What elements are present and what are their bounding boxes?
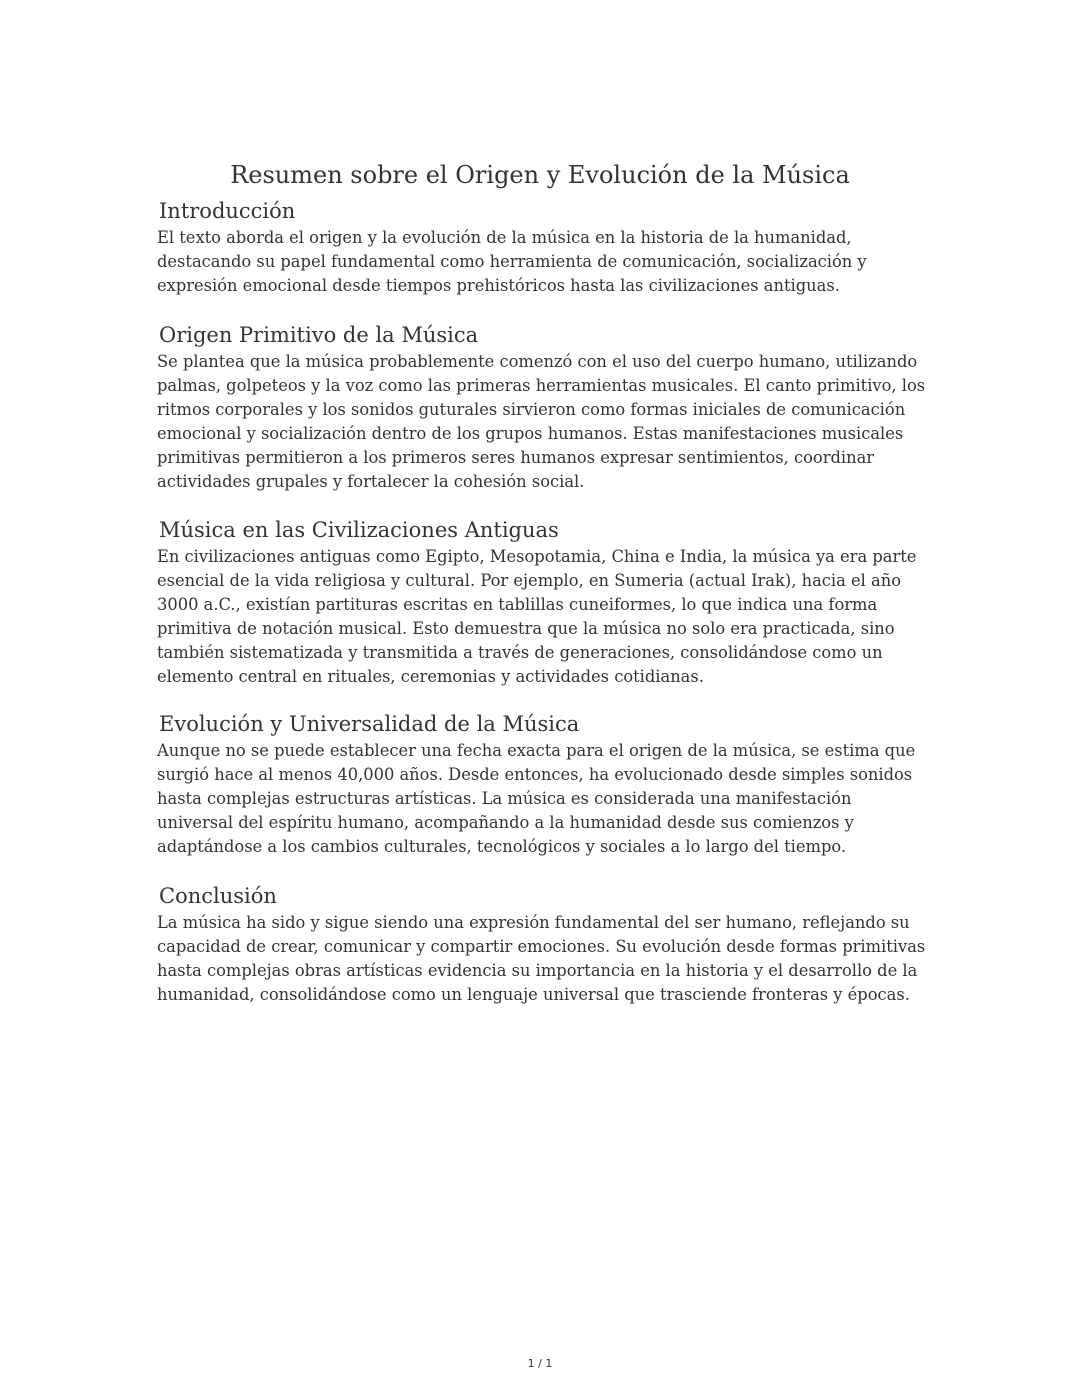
section-evolucion-universalidad xyxy=(157,709,932,859)
section-body: El texto aborda el origen y la evolución de la música en la historia de la humanidad, destacando su papel fundamental como herramienta de comunicación, socialización y expresión emocional desde tiempos prehistóricos hasta las civilizaciones antiguas. xyxy=(157,228,867,295)
section-conclusion xyxy=(157,881,932,1007)
page-number: 1 / 1 xyxy=(527,1357,553,1370)
section-heading: Evolución y Universalidad de la Música xyxy=(159,712,580,736)
section-heading: Origen Primitivo de la Música xyxy=(159,323,479,347)
section-body: Se plantea que la música probablemente comenzó con el uso del cuerpo humano, utilizando palmas, golpeteos y la voz como las primeras herramientas musicales. El canto primitivo, los ritmos corporales y los sonidos guturales sirvieron como formas iniciales de comunicación emocional y socialización dentro de los grupos humanos. Estas manifestaciones musicales primitivas permitieron a los primeros seres humanos expresar sentimientos, coordinar actividades grupales y fortalecer la cohesión social. xyxy=(157,352,926,491)
page-title: Resumen sobre el Origen y Evolución de la Música xyxy=(230,161,850,189)
section-body: En civilizaciones antiguas como Egipto, Mesopotamia, China e India, la música ya era parte esencial de la vida religiosa y cultural. Por ejemplo, en Sumeria (actual Irak), hacia el año 3000 a.C., existían partituras escritas en tablillas cuneiformes, lo que indica una forma primitiva de notación musical. Esto demuestra que la música no solo era practicada, sino también sistematizada y transmitida a través de generaciones, consolidándose como un elemento central en rituales, ceremonias y actividades cotidianas. xyxy=(157,547,917,686)
section-civilizaciones-antiguas xyxy=(157,515,932,689)
section-heading: Introducción xyxy=(159,199,296,223)
section-heading: Música en las Civilizaciones Antiguas xyxy=(159,518,559,542)
section-origen-primitivo xyxy=(157,320,932,494)
section-body: La música ha sido y sigue siendo una expresión fundamental del ser humano, reflejando su capacidad de crear, comunicar y compartir emociones. Su evolución desde formas primitivas hasta complejas obras artísticas evidencia su importancia en la historia y el desarrollo de la humanidad, consolidándose como un lenguaje universal que trasciende fronteras y épocas. xyxy=(157,913,926,1004)
section-heading: Conclusión xyxy=(159,884,277,908)
section-introduccion xyxy=(157,196,932,298)
section-body: Aunque no se puede establecer una fecha exacta para el origen de la música, se estima que surgió hace al menos 40,000 años. Desde entonces, ha evolucionado desde simples sonidos hasta complejas estructuras artísticas. La música es considerada una manifestación universal del espíritu humano, acompañando a la humanidad desde sus comienzos y adaptándose a los cambios culturales, tecnológicos y sociales a lo largo del tiempo. xyxy=(157,741,916,856)
